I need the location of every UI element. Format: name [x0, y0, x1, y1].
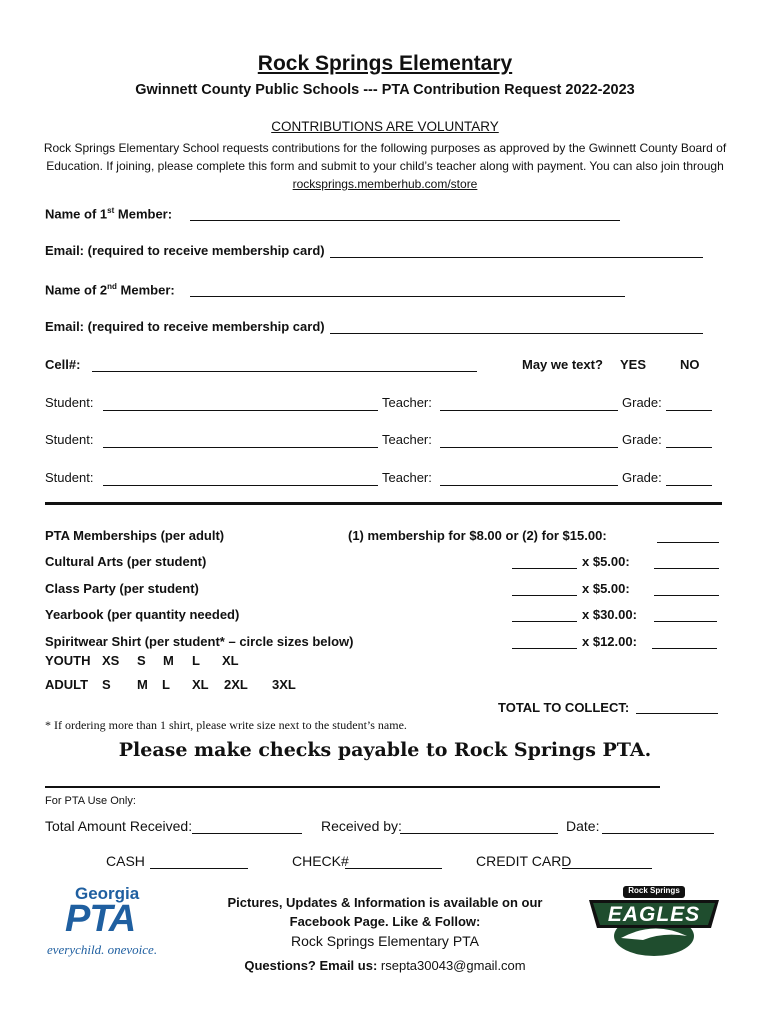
spiritwear-total-field[interactable] — [652, 648, 717, 649]
cultural-arts-total-field[interactable] — [654, 568, 719, 569]
adult-label: ADULT — [45, 677, 89, 692]
yearbook-price: x $30.00: — [582, 607, 637, 622]
teacher2-label: Teacher: — [382, 432, 432, 447]
total-received-label: Total Amount Received: — [45, 818, 193, 834]
teacher2-field[interactable] — [440, 447, 618, 448]
yearbook-total-field[interactable] — [654, 621, 717, 622]
received-by-field[interactable] — [400, 833, 558, 834]
spiritwear-qty-field[interactable] — [512, 648, 577, 649]
pta-membership-field[interactable] — [657, 542, 719, 543]
credit-card-label: CREDIT CARD — [476, 853, 572, 869]
eagles-text: EAGLES — [607, 903, 701, 926]
email1-label: Email: (required to receive membership card) — [45, 243, 325, 258]
yearbook-label: Yearbook (per quantity needed) — [45, 607, 240, 622]
grade3-field[interactable] — [666, 485, 712, 486]
youth-size-xs[interactable]: XS — [102, 653, 120, 668]
cultural-arts-qty-field[interactable] — [512, 568, 577, 569]
total-received-field[interactable] — [192, 833, 302, 834]
cash-label: CASH — [106, 853, 145, 869]
credit-card-field[interactable] — [562, 868, 652, 869]
class-party-label: Class Party (per student) — [45, 581, 199, 596]
member2-name-field[interactable] — [190, 296, 625, 297]
voluntary-heading: CONTRIBUTIONS ARE VOLUNTARY — [271, 119, 499, 134]
memberhub-link[interactable]: rocksprings.memberhub.com/store — [292, 177, 478, 191]
intro-paragraph — [40, 139, 730, 193]
teacher1-label: Teacher: — [382, 395, 432, 410]
member1-sup: st — [107, 206, 115, 215]
student3-label: Student: — [45, 470, 94, 485]
grade2-field[interactable] — [666, 447, 712, 448]
member2-label — [45, 282, 175, 297]
email2-field[interactable] — [330, 333, 703, 334]
email1-field[interactable] — [330, 257, 703, 258]
adult-size-xl[interactable]: XL — [192, 677, 209, 692]
teacher3-field[interactable] — [440, 485, 618, 486]
member2-sup: nd — [107, 282, 117, 291]
adult-size-s[interactable]: S — [102, 677, 111, 692]
intro-text: Rock Springs Elementary School requests contributions for the following purposes as approved by the Gwinnett County Board of Education. If joining, please complete this form and submit to your child’s teacher along with payment. You can also join through — [43, 141, 727, 173]
yearbook-qty-field[interactable] — [512, 621, 577, 622]
text-question: May we text? — [522, 357, 603, 372]
page-subtitle: Gwinnett County Public Schools --- PTA Contribution Request 2022-2023 — [135, 82, 635, 98]
section-divider — [45, 502, 722, 505]
class-party-qty-field[interactable] — [512, 595, 577, 596]
shirt-footnote: * If ordering more than 1 shirt, please write size next to the student’s name. — [45, 718, 407, 732]
grade1-label: Grade: — [622, 395, 662, 410]
total-field[interactable] — [636, 713, 718, 714]
teacher1-field[interactable] — [440, 410, 618, 411]
student2-field[interactable] — [103, 447, 378, 448]
contact-email[interactable]: rsepta30043@gmail.com — [380, 958, 526, 973]
spiritwear-price: x $12.00: — [582, 634, 637, 649]
eagles-school-name: Rock Springs — [628, 886, 680, 895]
member2-suffix: Member: — [120, 282, 175, 298]
pta-slogan: everychild. onevoice. — [47, 942, 158, 957]
page-title: Rock Springs Elementary — [257, 52, 513, 75]
footer-facebook-page: Rock Springs Elementary PTA — [290, 933, 480, 949]
member2-prefix: Name of 2 — [45, 282, 108, 298]
check-label: CHECK# — [292, 853, 349, 869]
received-by-label: Received by: — [321, 818, 402, 834]
cash-field[interactable] — [150, 868, 248, 869]
grade1-field[interactable] — [666, 410, 712, 411]
georgia-text: Georgia — [75, 884, 140, 903]
student2-label: Student: — [45, 432, 94, 447]
youth-size-m[interactable]: M — [163, 653, 174, 668]
youth-label: YOUTH — [45, 653, 91, 668]
student1-label: Student: — [45, 395, 94, 410]
member1-prefix: Name of 1 — [45, 206, 108, 222]
pta-use-divider — [45, 786, 660, 788]
email2-label: Email: (required to receive membership card) — [45, 319, 325, 334]
member1-name-field[interactable] — [190, 220, 620, 221]
cultural-arts-price: x $5.00: — [582, 554, 630, 569]
member1-label — [45, 206, 172, 221]
youth-size-xl[interactable]: XL — [222, 653, 239, 668]
cell-label: Cell#: — [45, 357, 81, 372]
date-label: Date: — [566, 818, 600, 834]
checks-payable-note: Please make checks payable to Rock Springs PTA. — [118, 739, 652, 761]
youth-size-l[interactable]: L — [192, 653, 200, 668]
adult-size-m[interactable]: M — [137, 677, 148, 692]
pta-membership-label: PTA Memberships (per adult) — [45, 528, 225, 543]
member1-suffix: Member: — [117, 206, 173, 222]
adult-size-3xl[interactable]: 3XL — [272, 677, 296, 692]
adult-size-2xl[interactable]: 2XL — [224, 677, 248, 692]
cultural-arts-label: Cultural Arts (per student) — [45, 554, 207, 569]
teacher3-label: Teacher: — [382, 470, 432, 485]
adult-size-l[interactable]: L — [162, 677, 170, 692]
check-field[interactable] — [345, 868, 442, 869]
grade3-label: Grade: — [622, 470, 662, 485]
footer-questions — [0, 958, 770, 973]
pta-text: PTA — [65, 898, 136, 940]
pta-use-heading: For PTA Use Only: — [45, 795, 136, 807]
pta-membership-price: (1) membership for $8.00 or (2) for $15.00: — [348, 528, 607, 543]
student3-field[interactable] — [103, 485, 378, 486]
total-label: TOTAL TO COLLECT: — [498, 700, 630, 715]
date-field[interactable] — [602, 833, 714, 834]
grade2-label: Grade: — [622, 432, 662, 447]
eagles-logo — [583, 884, 725, 960]
questions-label: Questions? Email us: — [244, 958, 378, 973]
cell-field[interactable] — [92, 371, 477, 372]
youth-size-s[interactable]: S — [137, 653, 146, 668]
text-no-option[interactable]: NO — [680, 357, 700, 372]
student1-field[interactable] — [103, 410, 378, 411]
class-party-price: x $5.00: — [582, 581, 630, 596]
spiritwear-label: Spiritwear Shirt (per student* – circle sizes below) — [45, 634, 354, 649]
text-yes-option[interactable]: YES — [620, 357, 647, 372]
footer-line-2: Facebook Page. Like & Follow: — [289, 914, 481, 929]
class-party-total-field[interactable] — [654, 595, 719, 596]
footer-line-1: Pictures, Updates & Information is available on our — [227, 895, 543, 910]
